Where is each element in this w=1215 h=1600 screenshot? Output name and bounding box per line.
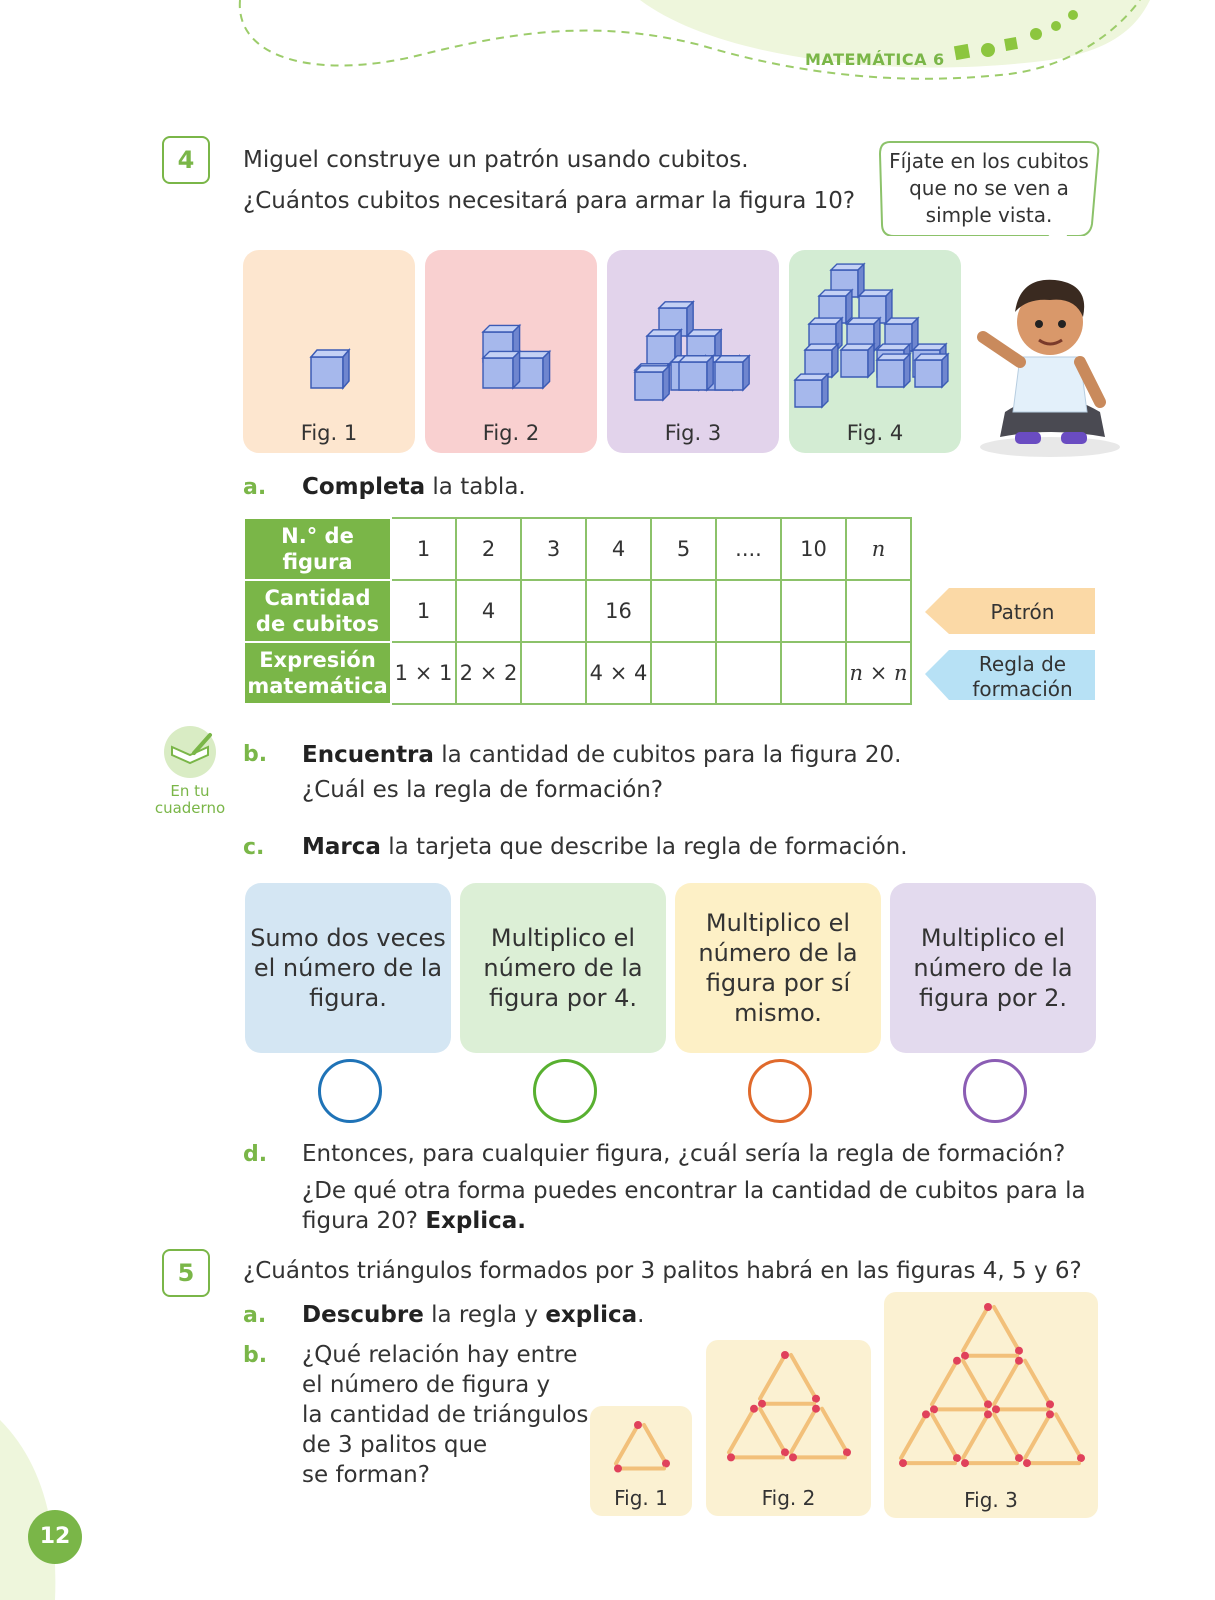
- match-tip: [922, 1410, 930, 1418]
- q4-item-d-line2: ¿De qué otra forma puedes encontrar la cantidad de cubitos para la: [302, 1178, 1086, 1204]
- table-cell[interactable]: [716, 642, 781, 704]
- match-tip: [727, 1453, 735, 1461]
- cube-icon: [915, 354, 948, 387]
- figure-caption: Fig. 1: [300, 421, 358, 445]
- q4-item-c: Marca la tarjeta que describe la regla de formación.: [302, 834, 908, 860]
- match-tip: [1015, 1454, 1023, 1462]
- cube-icon: [483, 351, 520, 388]
- matchstick: [963, 1307, 988, 1351]
- q4-item-a: Completa la tabla.: [302, 474, 526, 500]
- match-tip: [634, 1421, 642, 1429]
- matchstick-figure: [884, 1292, 1098, 1518]
- table-cell[interactable]: [651, 642, 716, 704]
- matchstick: [963, 1414, 988, 1458]
- tag-rule: Regla de formación: [972, 652, 1073, 701]
- matchstick: [791, 1355, 816, 1399]
- select-circle-1[interactable]: [318, 1059, 382, 1123]
- matchstick: [616, 1425, 638, 1463]
- table-cell[interactable]: 4: [586, 518, 651, 580]
- row-header: Expresión matemática: [244, 642, 391, 704]
- match-tip: [789, 1453, 797, 1461]
- cube-icon: [805, 344, 838, 377]
- table-cell[interactable]: [521, 580, 586, 642]
- match-tip: [961, 1352, 969, 1360]
- page-number: 12: [28, 1510, 82, 1564]
- figure-card-3: [607, 250, 779, 453]
- matchstick: [932, 1414, 957, 1458]
- row-header: Cantidad de cubitos: [244, 580, 391, 642]
- matchstick: [994, 1361, 1019, 1405]
- notebook-hint: En tu cuaderno: [150, 725, 230, 817]
- item-letter-d: d.: [243, 1142, 268, 1167]
- match-tip: [1015, 1357, 1023, 1365]
- match-tip: [984, 1303, 992, 1311]
- figure-caption: Fig. 3: [664, 421, 722, 445]
- item-letter-c: c.: [243, 835, 265, 860]
- q5-item-a: Descubre la regla y explica.: [302, 1302, 645, 1328]
- table-cell[interactable]: [716, 580, 781, 642]
- matchstick: [901, 1414, 926, 1458]
- q5-item-b: ¿Qué relación hay entre el número de figura y la cantidad de triángulos de 3 palitos que se forman?: [302, 1342, 589, 1488]
- table-row: [244, 642, 911, 704]
- q4-item-b: Encuentra la cantidad de cubitos para la figura 20.: [302, 742, 902, 768]
- item-letter-a: a.: [243, 1303, 267, 1328]
- match-tip: [843, 1448, 851, 1456]
- match-tip: [662, 1459, 670, 1467]
- matchstick: [1025, 1414, 1050, 1458]
- figure-caption: Fig. 2: [482, 421, 540, 445]
- top-decoration: [0, 0, 1215, 110]
- match-tip: [984, 1410, 992, 1418]
- figure-caption: Fig. 4: [846, 421, 904, 445]
- q4-line1: Miguel construye un patrón usando cubitos.: [243, 147, 749, 173]
- item-letter-b: b.: [243, 1343, 268, 1368]
- matchstick: [760, 1409, 785, 1453]
- figure-caption: Fig. 2: [761, 1486, 816, 1510]
- match-tip: [992, 1405, 1000, 1413]
- rule-card-1[interactable]: Sumo dos veces el número de la figura.: [245, 883, 451, 1053]
- triangle-figure-2: [706, 1340, 871, 1516]
- table-cell[interactable]: 16: [586, 580, 651, 642]
- cube-icon: [877, 354, 910, 387]
- match-tip: [1077, 1454, 1085, 1462]
- match-tip: [984, 1400, 992, 1408]
- table-cell[interactable]: 1: [391, 580, 456, 642]
- rule-card-4[interactable]: Multiplico el número de la figura por 2.: [890, 883, 1096, 1053]
- table-row: [244, 580, 911, 642]
- match-tip: [1046, 1400, 1054, 1408]
- cube-icon: [635, 366, 669, 400]
- match-tip: [930, 1405, 938, 1413]
- q4-line2: ¿Cuántos cubitos necesitará para armar la figura 10?: [243, 188, 856, 214]
- match-tip: [758, 1400, 766, 1408]
- question-number-5: 5: [162, 1249, 210, 1297]
- matchstick: [994, 1307, 1019, 1351]
- figure-card-1: [243, 250, 415, 453]
- table-cell[interactable]: ....: [716, 518, 781, 580]
- q4-item-d-line3: figura 20? Explica.: [302, 1208, 526, 1234]
- cube-icon: [795, 374, 828, 407]
- match-tip: [614, 1464, 622, 1472]
- matchstick: [760, 1355, 785, 1399]
- matchstick: [963, 1361, 988, 1405]
- matchstick: [1056, 1414, 1081, 1458]
- triangle-figure-1: [590, 1406, 692, 1516]
- triangle-figure-3: [884, 1292, 1098, 1518]
- table-cell[interactable]: 1: [391, 518, 456, 580]
- bubble-text: Fíjate en los cubitos que no se ven a simple vista.: [889, 149, 1089, 227]
- match-tip: [953, 1454, 961, 1462]
- table-cell[interactable]: 4 × 4: [586, 642, 651, 704]
- select-circle-2[interactable]: [533, 1059, 597, 1123]
- q5-question: ¿Cuántos triángulos formados por 3 palitos habrá en las figuras 4, 5 y 6?: [243, 1258, 1082, 1284]
- table-cell[interactable]: 10: [781, 518, 846, 580]
- table-cell[interactable]: [521, 642, 586, 704]
- rule-card-2[interactable]: Multiplico el número de la figura por 4.: [460, 883, 666, 1053]
- figure-caption: Fig. 1: [614, 1486, 668, 1510]
- table-row: [244, 518, 911, 580]
- table-cell[interactable]: n × n: [846, 642, 911, 704]
- matchstick: [729, 1409, 754, 1453]
- question-number-4: 4: [162, 136, 210, 184]
- matchstick: [994, 1414, 1019, 1458]
- cube-icon: [679, 356, 713, 390]
- boy-illustration: [965, 262, 1125, 462]
- match-tip: [812, 1405, 820, 1413]
- notebook-icon: [160, 725, 220, 779]
- table-cell[interactable]: 1 × 1: [391, 642, 456, 704]
- q4-item-d: Entonces, para cualquier figura, ¿cuál sería la regla de formación?: [302, 1141, 1066, 1167]
- match-tip: [812, 1395, 820, 1403]
- matchstick: [822, 1409, 847, 1453]
- table-cell[interactable]: [846, 580, 911, 642]
- matchstick: [1025, 1361, 1050, 1405]
- match-tip: [781, 1448, 789, 1456]
- cube-icon: [841, 344, 874, 377]
- item-letter-b: b.: [243, 742, 268, 767]
- match-tip: [961, 1459, 969, 1467]
- figure-caption: Fig. 3: [964, 1488, 1018, 1512]
- match-tip: [953, 1357, 961, 1365]
- matchstick: [791, 1409, 816, 1453]
- q4-item-b-line2: ¿Cuál es la regla de formación?: [302, 777, 664, 803]
- table-cell[interactable]: [781, 580, 846, 642]
- table-cell[interactable]: 2 × 2: [456, 642, 521, 704]
- table-cell[interactable]: 2: [456, 518, 521, 580]
- figure-card-4: [789, 250, 961, 453]
- cube-icon: [715, 356, 749, 390]
- table-cell[interactable]: 3: [521, 518, 586, 580]
- match-tip: [750, 1405, 758, 1413]
- select-circle-3[interactable]: [748, 1059, 812, 1123]
- matchstick: [932, 1361, 957, 1405]
- match-tip: [899, 1459, 907, 1467]
- table-cell[interactable]: 4: [456, 580, 521, 642]
- table-cell[interactable]: n: [846, 518, 911, 580]
- tag-pattern: Patrón: [990, 600, 1055, 624]
- table-cell[interactable]: 5: [651, 518, 716, 580]
- table-cell[interactable]: [781, 642, 846, 704]
- pattern-table: [243, 517, 912, 705]
- table-cell[interactable]: [651, 580, 716, 642]
- row-header: N.° de figura: [244, 518, 391, 580]
- match-tip: [1015, 1347, 1023, 1355]
- match-tip: [781, 1351, 789, 1359]
- match-tip: [1046, 1410, 1054, 1418]
- figure-card-2: [425, 250, 597, 453]
- select-circle-4[interactable]: [963, 1059, 1027, 1123]
- match-tip: [1023, 1459, 1031, 1467]
- matchstick: [644, 1425, 666, 1463]
- book-title: MATEMÁTICA 6: [805, 50, 945, 69]
- item-letter-a: a.: [243, 475, 267, 500]
- rule-card-3[interactable]: Multiplico el número de la figura por sí mismo.: [675, 883, 881, 1053]
